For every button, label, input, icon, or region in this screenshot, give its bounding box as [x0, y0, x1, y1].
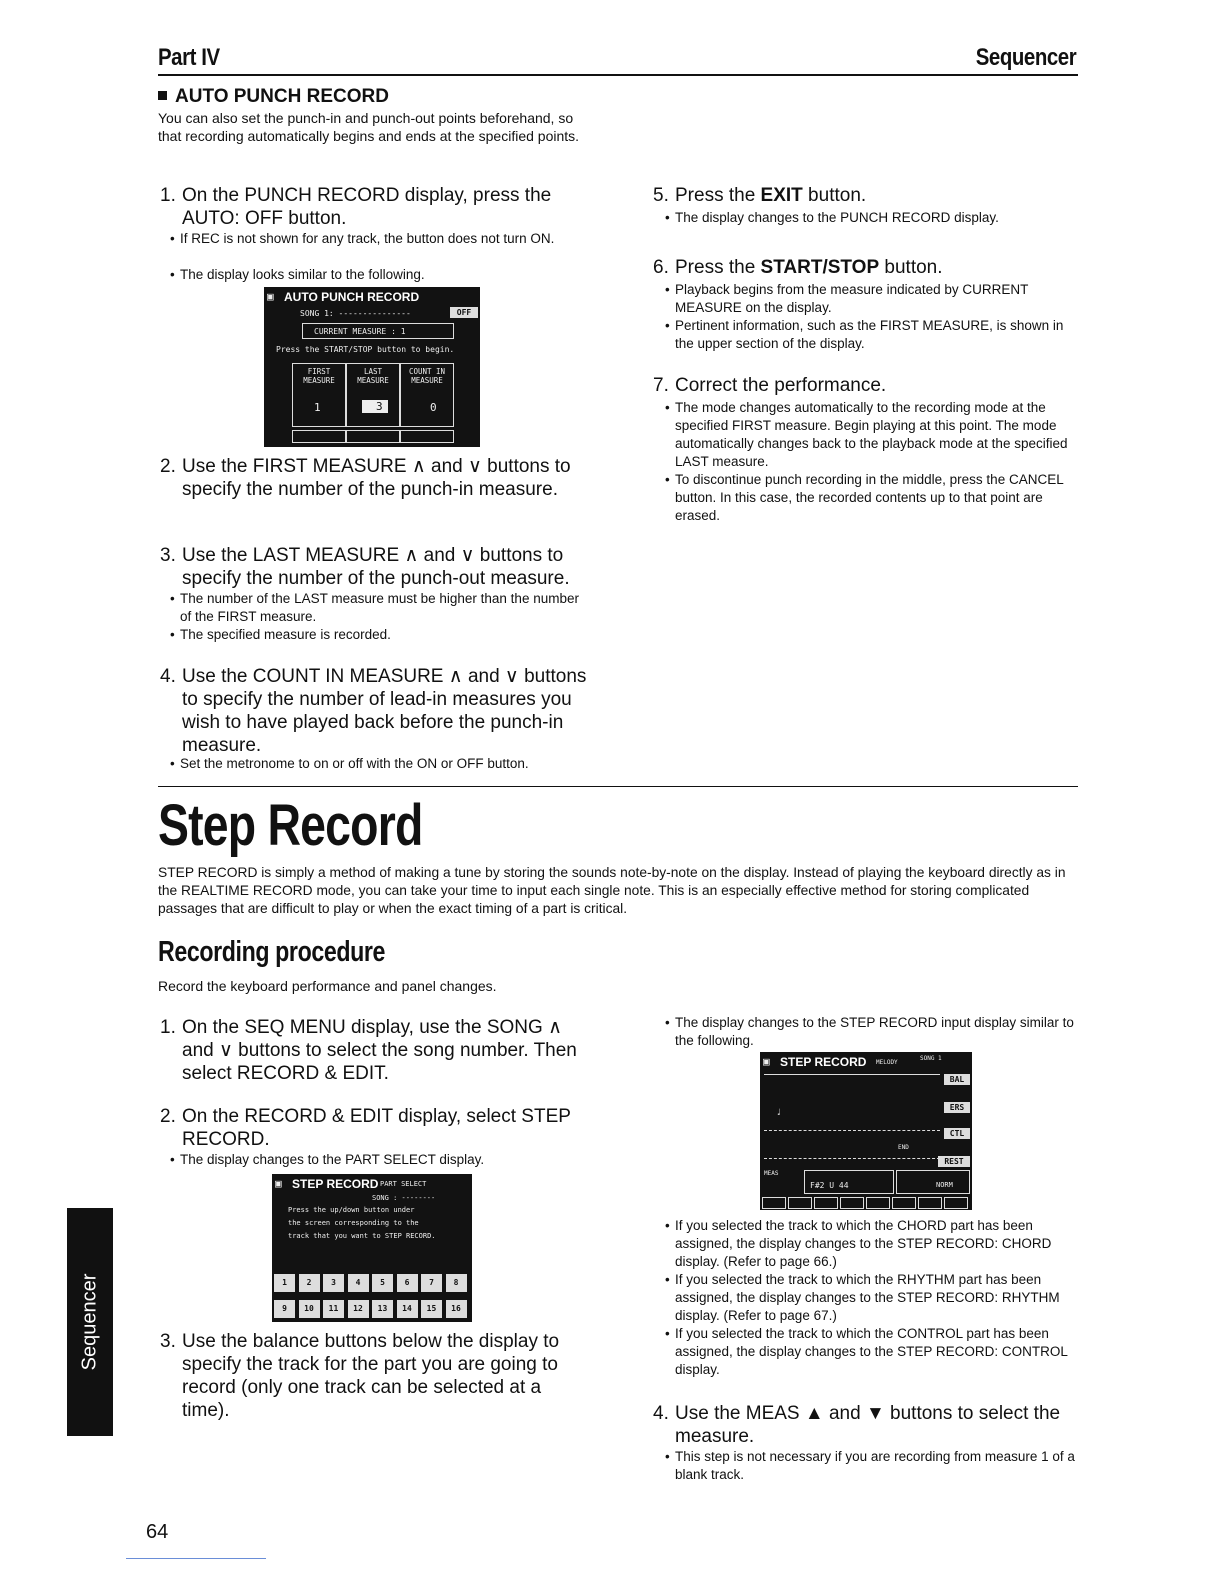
track-button-10[interactable]: 10 — [299, 1300, 320, 1318]
proc-step-2-bullet-1: • The display changes to the PART SELECT display. — [170, 1152, 485, 1167]
square-bullet-icon — [158, 91, 167, 100]
updown-button[interactable] — [762, 1197, 786, 1209]
control-button[interactable]: CTL — [944, 1128, 970, 1139]
track-button-6[interactable]: 6 — [397, 1274, 418, 1292]
track-button-12[interactable]: 12 — [348, 1300, 369, 1318]
punch-step-6: 6. Press the START/STOP button. — [653, 257, 943, 278]
punch-step-7-bullet-2: • To discontinue punch recording in the middle, press the CANCEL button. In this case, the recorded contents up to that point are erased. — [665, 472, 1064, 523]
last-measure-value: 3 — [362, 400, 388, 413]
punch-step-1-bullet-1: • If REC is not shown for any track, the button does not turn ON. — [170, 231, 555, 246]
punch-step-6-bullet-1: • Playback begins from the measure indicated by CURRENT MEASURE on the display. — [665, 282, 1029, 315]
updown-button[interactable] — [814, 1197, 838, 1209]
proc-step-1: 1. On the SEQ MENU display, use the SONG ∧ and ∨ buttons to select the song number. Then select RECORD & EDIT. — [160, 1017, 577, 1084]
track-button-13[interactable]: 13 — [372, 1300, 393, 1318]
punch-step-5: 5. Press the EXIT button. — [653, 185, 867, 206]
punch-step-6-bullet-2: • Pertinent information, such as the FIRST MEASURE, is shown in the upper section of the display. — [665, 318, 1064, 351]
track-button-14[interactable]: 14 — [397, 1300, 418, 1318]
step-record-input-display: ▣ STEP RECORD MELODY SONG 1 BAL ♩ ERS CTL END REST MEAS F#2 U 44 NORM — [760, 1052, 972, 1210]
track-button-8[interactable]: 8 — [446, 1274, 467, 1292]
track-button-2[interactable]: 2 — [299, 1274, 320, 1292]
first-measure-updown[interactable] — [292, 430, 346, 443]
count-in-value: 0 — [430, 401, 437, 414]
rest-button[interactable]: REST — [938, 1156, 970, 1167]
track-button-1[interactable]: 1 — [274, 1274, 295, 1292]
sequencer-side-tab: Sequencer — [67, 1208, 113, 1436]
auto-punch-display: ▣ AUTO PUNCH RECORD SONG 1: --------------- OFF CURRENT MEASURE : 1 Press the START/STOP button to begin. FIRST MEASURE LAST MEASURE COUNT IN MEASURE 1 3 0 — [264, 287, 480, 447]
punch-step-4-bullet-1: • Set the metronome to on or off with the ON or OFF button. — [170, 756, 529, 771]
proc-right-bullet-2: • If you selected the track to which the CHORD part has been assigned, the display changes to the STEP RECORD: CHORD display. (Refer to page 66.) — [665, 1218, 1052, 1269]
auto-punch-heading: AUTO PUNCH RECORD — [158, 86, 389, 108]
header-rule — [158, 74, 1078, 76]
punch-step-3-bullet-2: • The specified measure is recorded. — [170, 627, 391, 642]
proc-right-bullet-3: • If you selected the track to which the RHYTHM part has been assigned, the display changes to the STEP RECORD: RHYTHM display. (Refer to page 67.) — [665, 1272, 1060, 1323]
updown-button[interactable] — [866, 1197, 890, 1209]
track-button-11[interactable]: 11 — [323, 1300, 344, 1318]
punch-step-1: 1. On the PUNCH RECORD display, press the AUTO: OFF button. — [160, 185, 552, 229]
erase-button[interactable]: ERS — [944, 1102, 970, 1113]
footer-line — [126, 1558, 266, 1559]
track-button-4[interactable]: 4 — [348, 1274, 369, 1292]
display-icon: ▣ — [267, 290, 274, 303]
last-measure-updown[interactable] — [346, 430, 400, 443]
proc-step-4-bullet-1: • This step is not necessary if you are recording from measure 1 of a blank track. — [665, 1449, 1075, 1482]
track-button-9[interactable]: 9 — [274, 1300, 295, 1318]
track-button-7[interactable]: 7 — [421, 1274, 442, 1292]
track-button-16[interactable]: 16 — [446, 1300, 467, 1318]
punch-step-3: 3. Use the LAST MEASURE ∧ and ∨ buttons to specify the number of the punch-out measure. — [160, 545, 570, 589]
track-button-5[interactable]: 5 — [372, 1274, 393, 1292]
punch-step-4: 4. Use the COUNT IN MEASURE ∧ and ∨ buttons to specify the number of lead-in measures you wish to have played back before the punch-in measure. — [160, 666, 587, 756]
procedure-intro: Record the keyboard performance and panel changes. — [158, 978, 497, 994]
page-number: 64 — [146, 1521, 169, 1543]
proc-right-bullet-1: • The display changes to the STEP RECORD input display similar to the following. — [665, 1015, 1074, 1048]
updown-button[interactable] — [892, 1197, 916, 1209]
length-value: NORM — [936, 1181, 953, 1189]
procedure-heading: Recording procedure — [158, 936, 386, 968]
proc-step-4: 4. Use the MEAS ▲ and ▼ buttons to select the measure. — [653, 1403, 1061, 1447]
proc-step-3: 3. Use the balance buttons below the display to specify the track for the part you are going to record (only one track can be selected at a time). — [160, 1331, 560, 1421]
punch-step-3-bullet-1: • The number of the LAST measure must be higher than the number of the FIRST measure. — [170, 591, 579, 624]
step-record-intro: STEP RECORD is simply a method of making a tune by storing the sounds note-by-note on the display. Instead of playing the keyboard directly as in the REALTIME RECORD mode, you can take your time to input each single note. This is an especially effective method for storing complicated passages that are difficult to play or when the exact timing of a part is critical. — [158, 865, 1066, 916]
track-button-15[interactable]: 15 — [421, 1300, 442, 1318]
updown-button[interactable] — [944, 1197, 968, 1209]
section-divider — [158, 786, 1078, 787]
first-measure-value: 1 — [314, 401, 321, 414]
punch-step-1-bullet-2: • The display looks similar to the following. — [170, 267, 425, 282]
part-label: Part IV — [158, 44, 220, 71]
punch-step-5-bullet-1: • The display changes to the PUNCH RECORD display. — [665, 210, 999, 225]
track-button-3[interactable]: 3 — [323, 1274, 344, 1292]
proc-step-2: 2. On the RECORD & EDIT display, select STEP RECORD. — [160, 1106, 571, 1150]
auto-punch-intro: You can also set the punch-in and punch-out points beforehand, so that recording automatically begins and ends at the specified points. — [158, 110, 580, 144]
updown-button[interactable] — [788, 1197, 812, 1209]
auto-off-button[interactable]: OFF — [450, 307, 478, 318]
punch-step-2: 2. Use the FIRST MEASURE ∧ and ∨ buttons to specify the number of the punch-in measure. — [160, 456, 571, 500]
punch-step-7: 7. Correct the performance. — [653, 375, 887, 396]
step-record-title: Step Record — [158, 793, 423, 858]
punch-step-7-bullet-1: • The mode changes automatically to the recording mode at the specified FIRST measure. Begin playing at this point. The mode automatically changes back to the playback mode at the specified LAST measure. — [665, 400, 1068, 469]
note-value: F#2 U 44 — [810, 1181, 849, 1190]
count-in-updown[interactable] — [400, 430, 454, 443]
part-select-display: ▣ STEP RECORD PART SELECT SONG : -------- Press the up/down button under the screen corresponding to the track that you want to STEP RECORD. 1 2 3 4 5 6 7 8 9 10 11 12 13 14 15 16 — [272, 1174, 472, 1322]
updown-button[interactable] — [918, 1197, 942, 1209]
display-icon: ▣ — [275, 1177, 282, 1190]
updown-button[interactable] — [840, 1197, 864, 1209]
proc-right-bullet-4: • If you selected the track to which the CONTROL part has been assigned, the display changes to the STEP RECORD: CONTROL display. — [665, 1326, 1068, 1377]
section-label: Sequencer — [975, 44, 1076, 71]
balance-button[interactable]: BAL — [944, 1074, 970, 1085]
display-icon: ▣ — [763, 1055, 770, 1068]
